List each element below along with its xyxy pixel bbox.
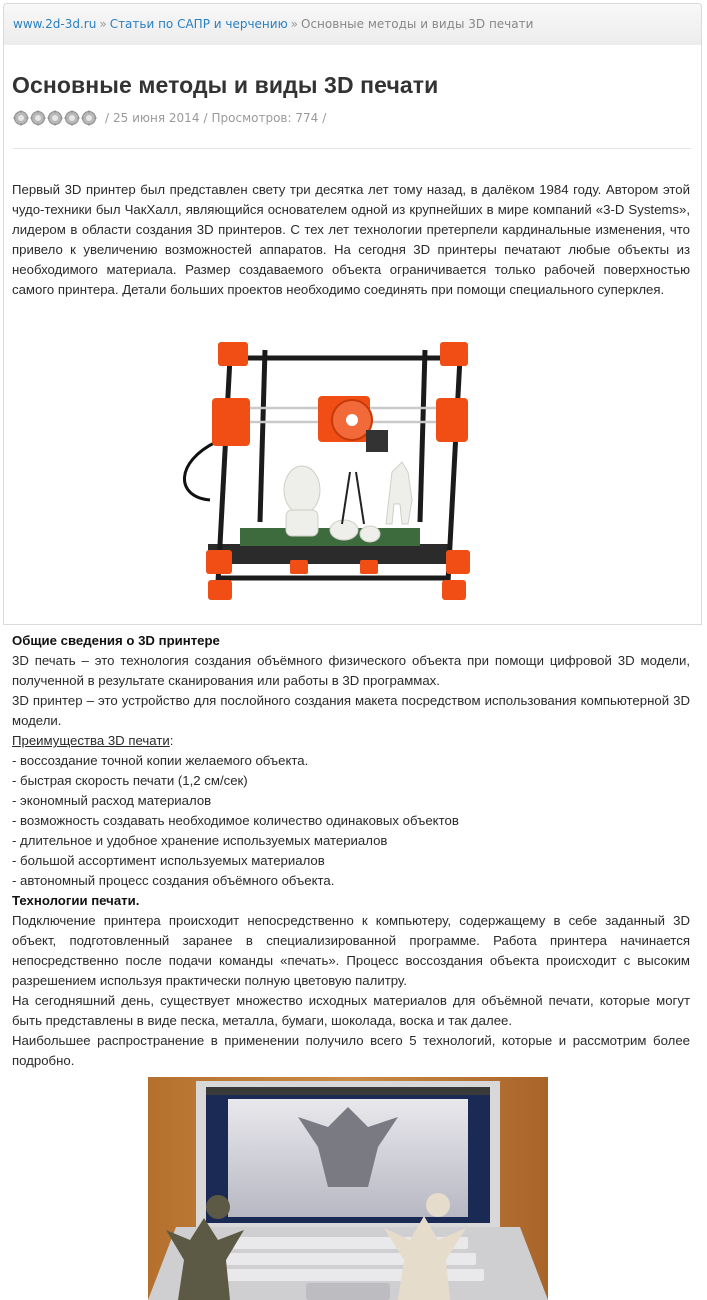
advantage-item: - длительное и удобное хранение используемых материалов bbox=[12, 833, 388, 848]
article-meta bbox=[13, 110, 330, 126]
article-date: 25 июня 2014 bbox=[113, 111, 200, 125]
intro-paragraph: Первый 3D принтер был представлен свету три десятка лет тому назад, в далёком 1984 году. Автором этой чудо-техники был ЧакХалл, являющийся основателем одной из крупнейших в мире компаний «3-D Systems», лидером в области создания 3D принтеров. С тех лет технологии претерпели кардинальные изменения, что привело к увеличению возможностей аппаратов. На сегодня 3D принтеры печатают любые объекты из необходимого материала. Размер создаваемого объекта ограничивается только рабочей поверхностью самого принтера. Детали больших проектов необходимо соединять при помощи специального суперклея. bbox=[12, 182, 690, 297]
rating-star-icon[interactable] bbox=[13, 110, 29, 126]
advantage-item: - большой ассортимент используемых материалов bbox=[12, 853, 325, 868]
advantages-label: Преимущества 3D печати bbox=[12, 733, 170, 748]
advantage-item: - экономный расход материалов bbox=[12, 793, 212, 808]
paragraph-materials: На сегодняшний день, существует множество исходных материалов для объёмной печати, которые могут быть представлены в виде песка, металла, бумаги, шоколада, воска и так далее. bbox=[12, 993, 690, 1028]
breadcrumb-separator: » bbox=[290, 17, 299, 31]
section-heading-general: Общие сведения о 3D принтере bbox=[12, 633, 220, 648]
advantage-item: - воссоздание точной копии желаемого объекта. bbox=[12, 753, 309, 768]
advantage-item: - автономный процесс создания объёмного объекта. bbox=[12, 873, 335, 888]
paragraph-technologies: Наибольшее распространение в применении получило всего 5 технологий, которые и рассмотрим более подробно. bbox=[12, 1033, 690, 1068]
rating-star-icon[interactable] bbox=[64, 110, 80, 126]
rating-star-icon[interactable] bbox=[81, 110, 97, 126]
advantages-label-line bbox=[12, 731, 690, 751]
breadcrumb-current: Основные методы и виды 3D печати bbox=[301, 17, 534, 31]
meta-separator: / bbox=[105, 111, 110, 125]
breadcrumb-separator: » bbox=[99, 17, 107, 31]
advantage-item: - возможность создавать необходимое количество одинаковых объектов bbox=[12, 813, 459, 828]
printer-image bbox=[170, 322, 488, 618]
paragraph-3d-printing: 3D печать – это технология создания объёмного физического объекта при помощи цифровой 3D модели, полученной в результате сканирования или работы в 3D программах. bbox=[12, 653, 690, 688]
advantage-item: - быстрая скорость печати (1,2 см/сек) bbox=[12, 773, 248, 788]
rating-star-icon[interactable] bbox=[30, 110, 46, 126]
advantages-colon: : bbox=[169, 733, 174, 748]
rating-widget[interactable] bbox=[13, 110, 97, 126]
gargoyle-laptop-image bbox=[148, 1077, 548, 1300]
divider bbox=[13, 148, 691, 149]
meta-separator: / bbox=[203, 111, 208, 125]
paragraph-3d-printer: 3D принтер – это устройство для послойного создания макета посредством использования компьютерной 3D модели. bbox=[12, 693, 690, 728]
section-heading-technologies: Технологии печати. bbox=[12, 893, 140, 908]
page-title: Основные методы и виды 3D печати bbox=[12, 72, 439, 98]
rating-star-icon[interactable] bbox=[47, 110, 63, 126]
article-intro bbox=[12, 180, 690, 300]
article-body bbox=[12, 631, 690, 1071]
breadcrumb-category-link[interactable]: Статьи по САПР и черчению bbox=[109, 17, 288, 31]
breadcrumb-home-link[interactable]: www.2d-3d.ru bbox=[13, 17, 97, 31]
breadcrumb bbox=[3, 3, 702, 45]
meta-separator: / bbox=[322, 111, 327, 125]
article-views: Просмотров: 774 bbox=[211, 111, 319, 125]
paragraph-connection: Подключение принтера происходит непосредственно к компьютеру, содержащему в себе заданный 3D объект, подготовленный заранее в специализированной программе. Работа принтера начинается непосредственно после подачи команды «печать». Процесс воссоздания объекта происходит с высоким разрешением используя практически полную цветовую палитру. bbox=[12, 913, 690, 988]
